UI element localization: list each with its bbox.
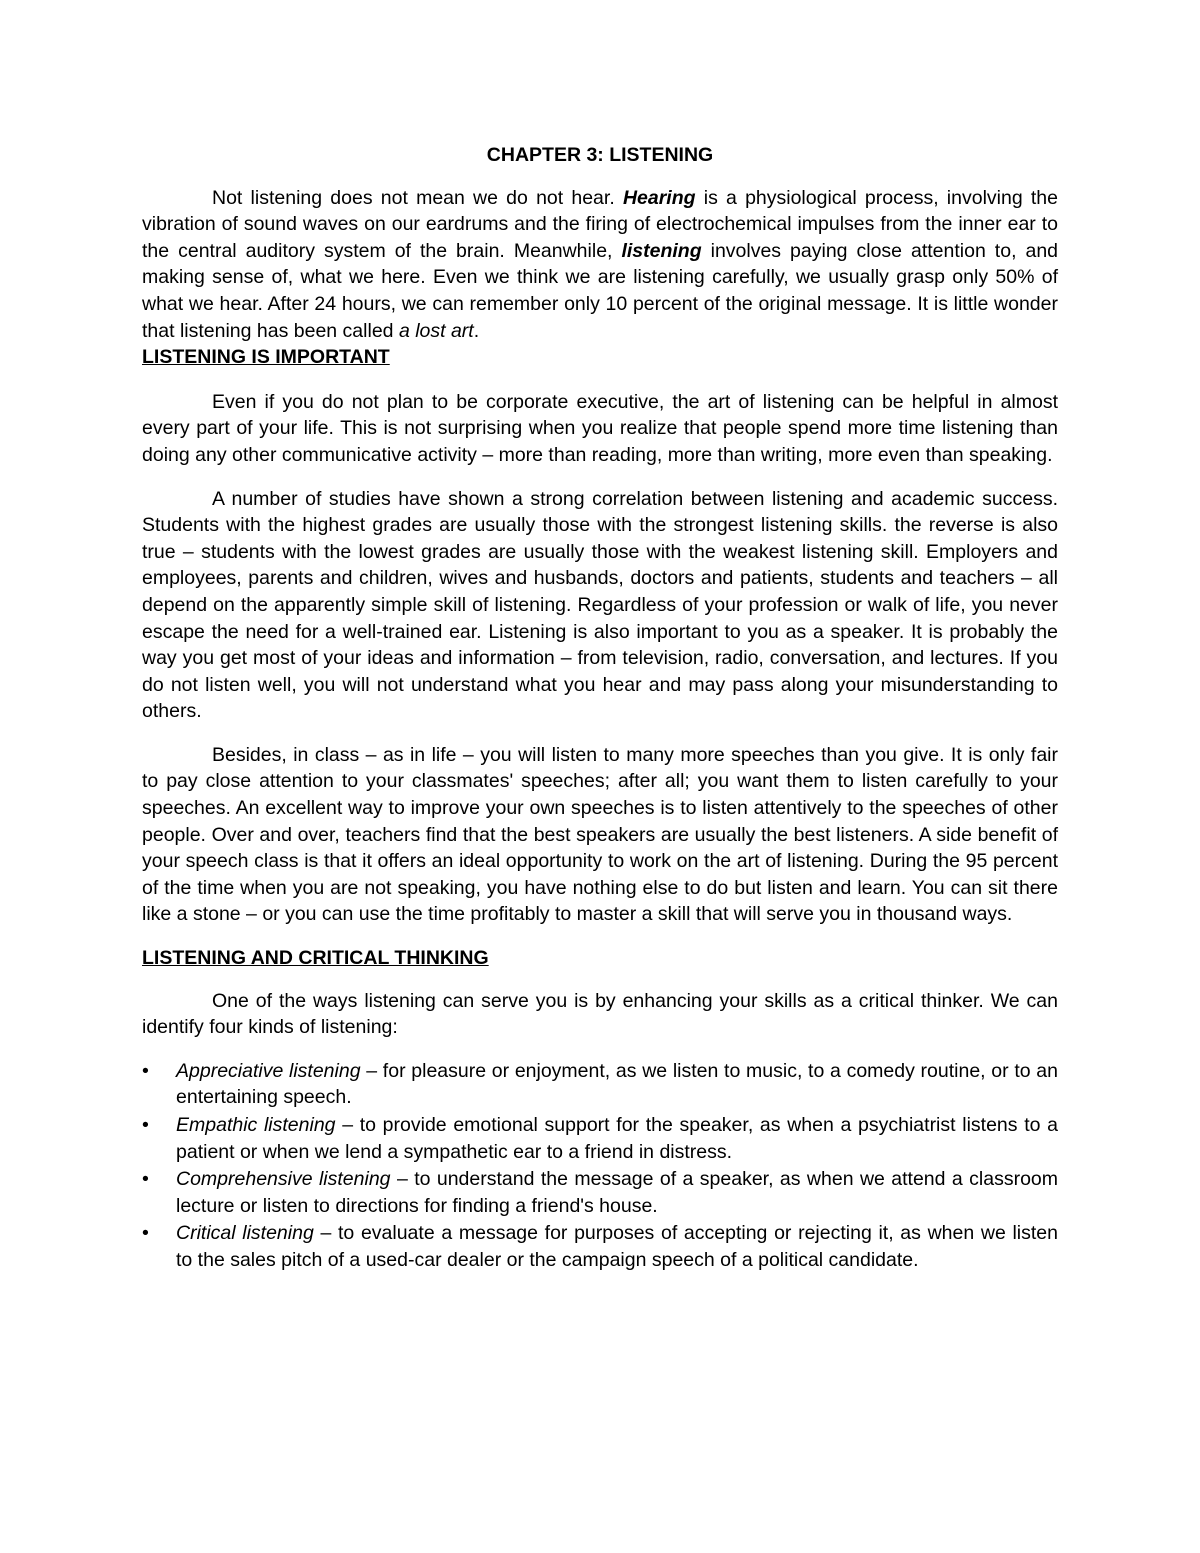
list-item [142, 1166, 1058, 1219]
kind-term: Critical listening [176, 1222, 314, 1245]
bullet-icon: • [142, 1222, 149, 1245]
kind-description: – for pleasure or enjoyment, as we listen to music, to a comedy routine, or to an entertaining speech. [176, 1059, 1058, 1109]
body-paragraph: One of the ways listening can serve you is by enhancing your skills as a critical thinker. We can identify four kinds of listening: [142, 989, 1058, 1039]
kind-description: – to understand the message of a speaker, as when we attend a classroom lecture or listen to directions for finding a friend's house. [176, 1168, 1059, 1217]
kind-description: – to evaluate a message for purposes of accepting or rejecting it, as when we listen to the sales pitch of a used-car dealer or the campaign speech of a political candidate. [176, 1222, 1058, 1271]
kind-term: Comprehensive listening [176, 1168, 391, 1191]
term-listening: listening [621, 239, 702, 262]
kind-term: Empathic listening [176, 1114, 336, 1136]
intro-text-2: is a physiological process, involving the vibration of sound waves on our eardrums and the firing of electrochemical impulses from the inner ear to the central auditory system of the brain. Meanwhile, [142, 186, 1058, 262]
section-heading-listening-important: LISTENING IS IMPORTANT [142, 346, 390, 369]
page-title: CHAPTER 3: LISTENING [486, 144, 714, 166]
term-hearing: Hearing [622, 186, 696, 209]
kind-description: – to provide emotional support for the speaker, as when a psychiatrist listens to a patient or when we lend a sympathetic ear to a friend in distress. [176, 1114, 1058, 1163]
intro-paragraph [142, 185, 1058, 345]
list-item [142, 1058, 1058, 1111]
intro-text-1: Not listening does not mean we do not hear. [212, 186, 623, 209]
kind-term: Appreciative listening [176, 1059, 361, 1082]
intro-text-4: . [473, 319, 480, 342]
bullet-icon: • [142, 1114, 149, 1136]
section-heading-critical-thinking: LISTENING AND CRITICAL THINKING [142, 947, 489, 970]
listening-kinds-list [142, 1058, 1058, 1274]
body-paragraph: Even if you do not plan to be corporate executive, the art of listening can be helpful in almost every part of your life. This is not surprising when you realize that people spend more time listening than doing any other communicative activity – more than reading, more than writing, more even than speaking. [142, 390, 1058, 466]
list-item [142, 1220, 1058, 1273]
list-item [142, 1112, 1058, 1165]
bullet-icon: • [142, 1168, 149, 1191]
body-paragraph: A number of studies have shown a strong correlation between listening and academic success. Students with the highest grades are usually those with the strongest listening skills. the reverse is also true – students with the lowest grades are usually those with the weakest listening skill. Employers and employees, parents and children, wives and husbands, doctors and patients, students and teachers – all depend on the apparently simple skill of listening. Regardless of your profession or walk of life, you never escape the need for a well-trained ear. Listening is also important to you as a speaker. It is probably the way you get most of your ideas and information – from television, radio, conversation, and lectures. If you do not listen well, you will not understand what you hear and may pass along your misunderstanding to others. [142, 487, 1058, 723]
intro-text-3: involves paying close attention to, and making sense of, what we here. Even we think we are listening carefully, we usually grasp only 50% of what we hear. After 24 hours, we can remember only 10 percent of the original message. It is little wonder that listening has been called [142, 239, 1059, 342]
bullet-icon: • [142, 1059, 149, 1082]
term-lost-art: a lost art [398, 319, 474, 342]
body-paragraph: Besides, in class – as in life – you will listen to many more speeches than you give. It is only fair to pay close attention to your classmates' speeches; after all; you want them to listen carefully to your speeches. An excellent way to improve your own speeches is to listen attentively to the speeches of other people. Over and over, teachers find that the best speakers are usually the best listeners. A side benefit of your speech class is that it offers an ideal opportunity to work on the art of listening. During the 95 percent of the time when you are not speaking, you have nothing else to do but listen and learn. You can sit there like a stone – or you can use the time profitably to master a skill that will serve you in thousand ways. [142, 743, 1058, 926]
